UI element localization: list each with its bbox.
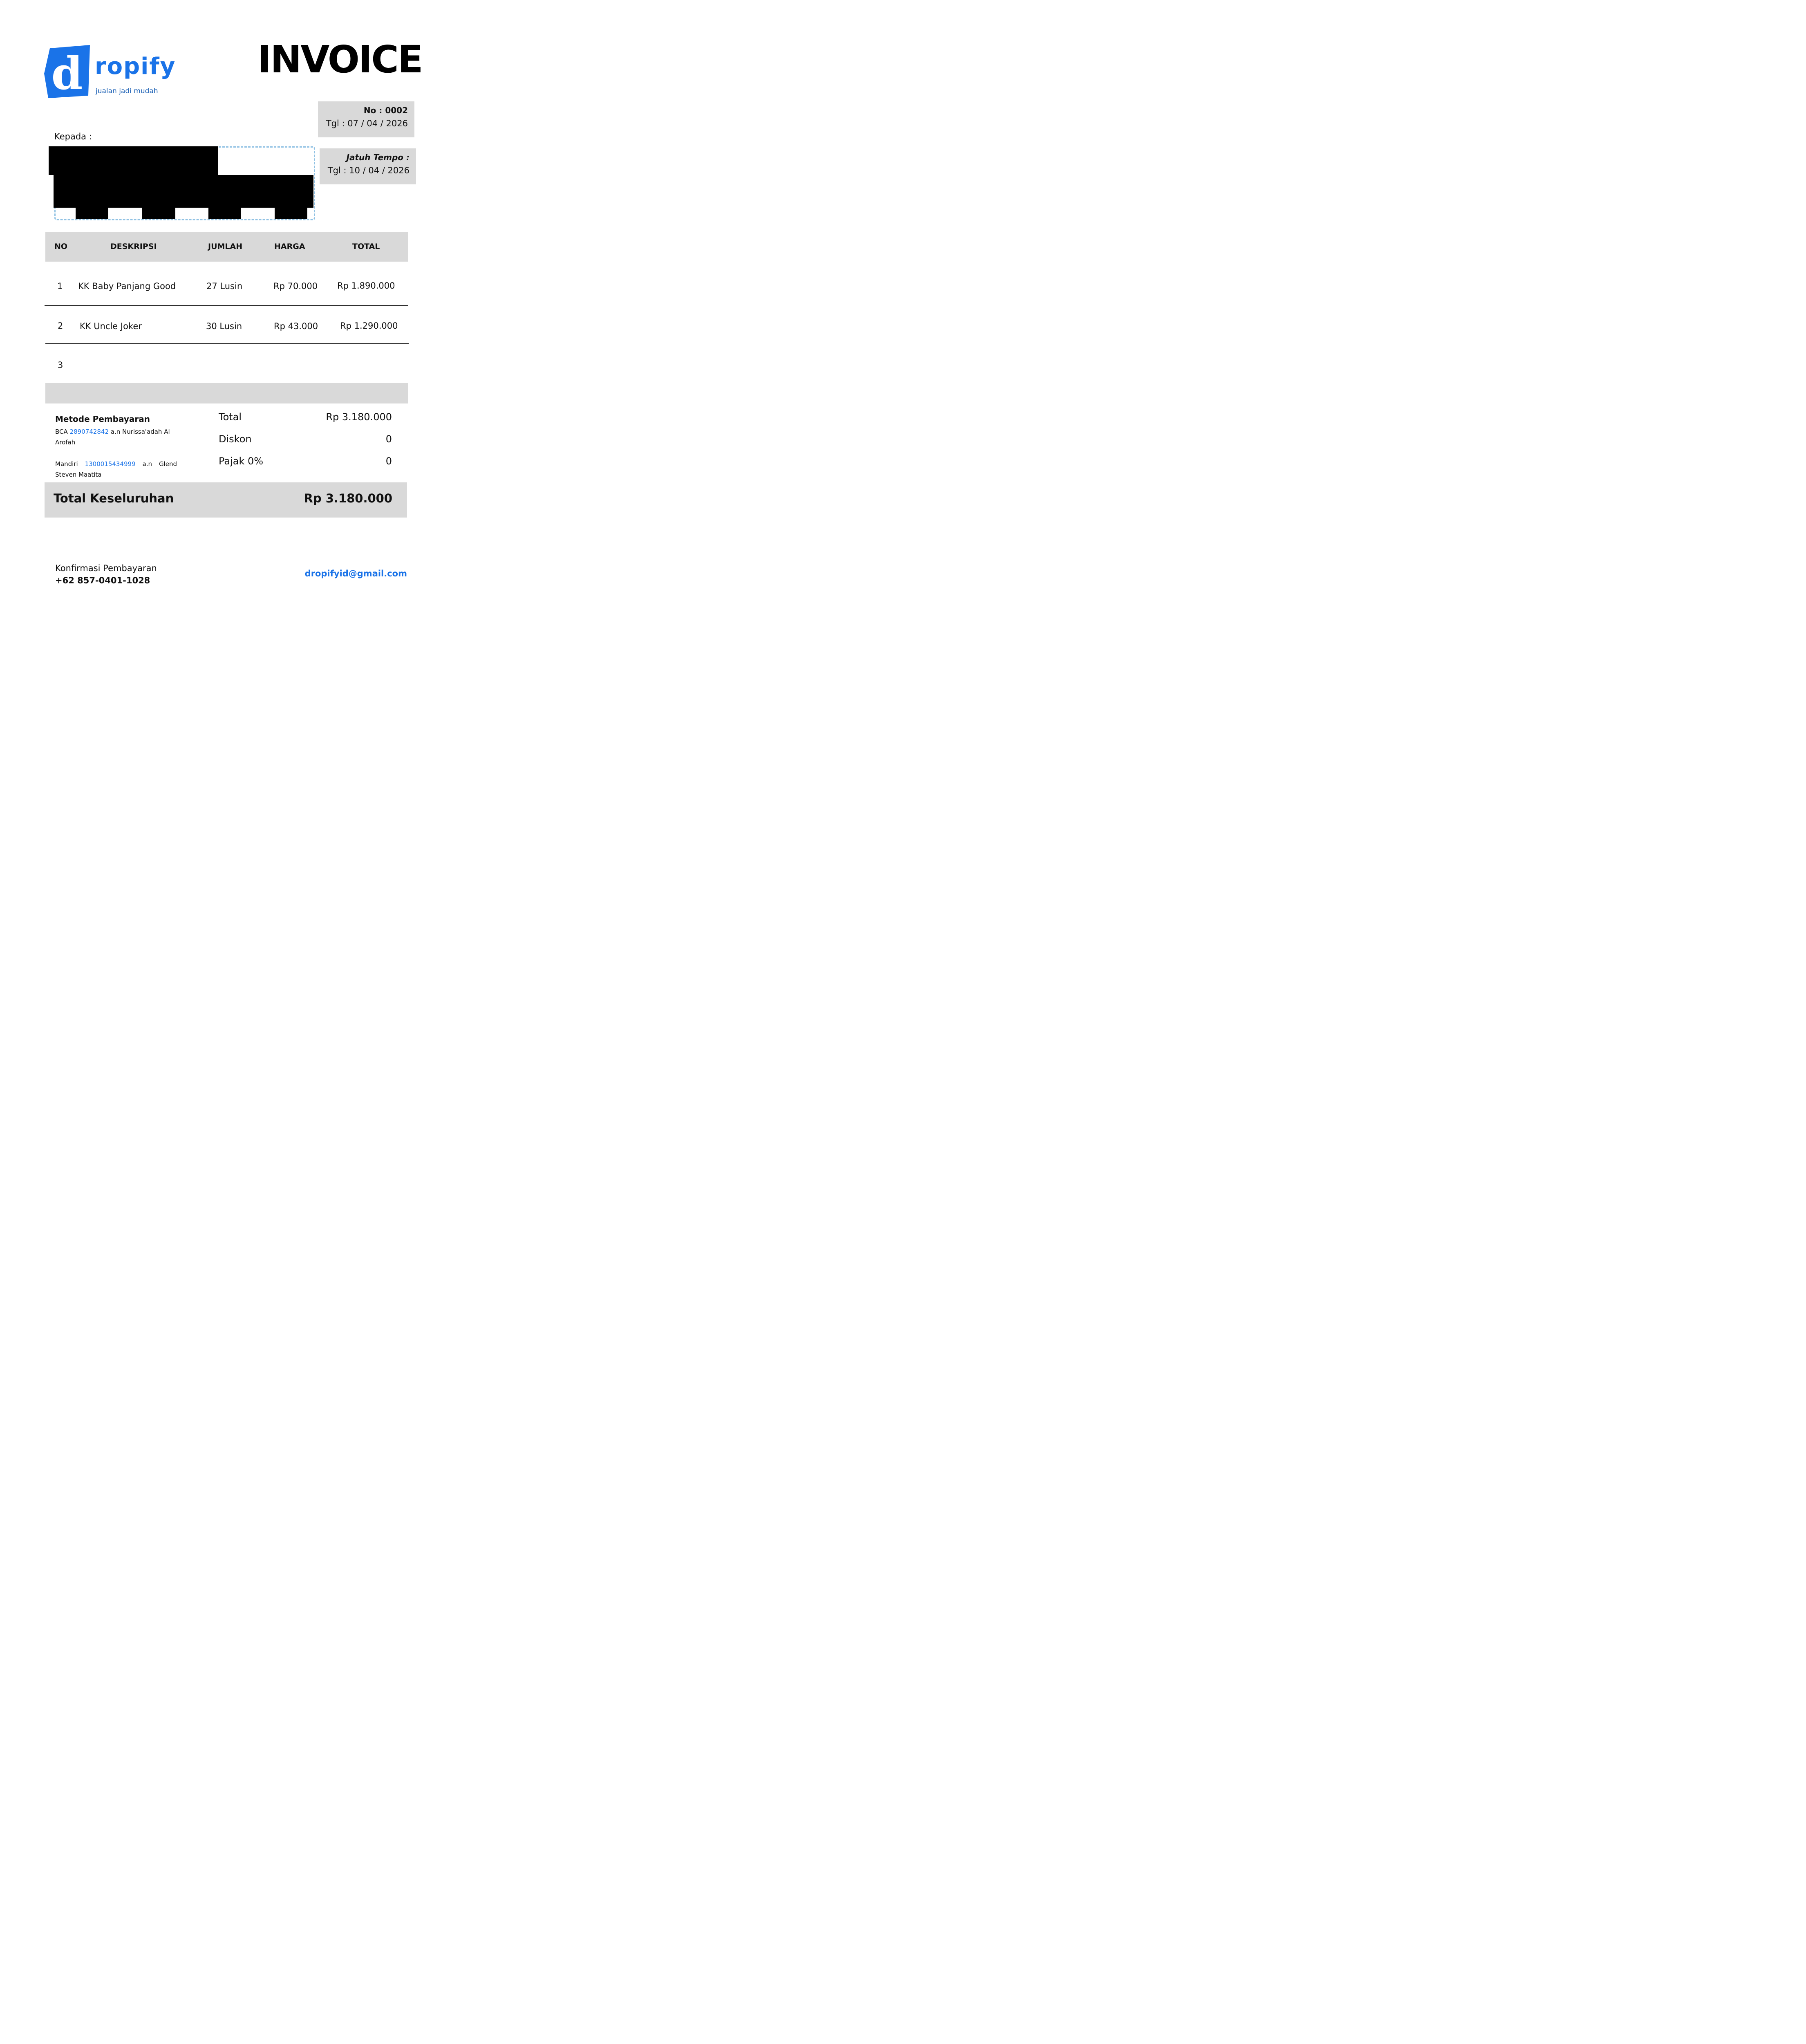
due-date: Tgl : 10 / 04 / 2026 <box>327 166 410 175</box>
row-1-no: 1 <box>57 281 63 291</box>
items-table-footer <box>45 383 408 403</box>
col-header-total: TOTAL <box>352 242 380 251</box>
document-title: INVOICE <box>257 38 422 81</box>
redaction-bar <box>275 206 307 219</box>
redaction-bar <box>208 206 241 219</box>
dropify-logo-icon <box>44 45 90 98</box>
items-table-header <box>45 232 408 262</box>
row-divider <box>45 343 409 344</box>
row-2-no: 2 <box>58 321 63 331</box>
grand-total-label: Total Keseluruhan <box>54 491 174 505</box>
subtotal-label: Total <box>219 411 242 423</box>
bank-name: BCA <box>55 428 68 435</box>
row-2-total: Rp 1.290.000 <box>340 321 398 331</box>
mandiri-an: a.n <box>142 460 152 468</box>
row-1-description: KK Baby Panjang Good <box>78 281 176 291</box>
mandiri-account-holder-cont: Steven Maatita <box>55 471 102 478</box>
tax-label: Pajak 0% <box>219 455 264 467</box>
col-header-price: HARGA <box>274 242 305 251</box>
row-2-price: Rp 43.000 <box>274 321 318 331</box>
row-1-total: Rp 1.890.000 <box>337 281 395 291</box>
tax-value: 0 <box>385 455 392 467</box>
mandiri-account-holder: Glend <box>159 460 177 468</box>
redaction-bar <box>76 206 108 219</box>
payment-bca <box>55 426 177 437</box>
row-2-quantity: 30 Lusin <box>206 321 242 331</box>
row-3-no: 3 <box>58 360 63 370</box>
contact-phone: +62 857-0401-1028 <box>55 576 150 585</box>
brand-tagline: jualan jadi mudah <box>96 87 158 95</box>
invoice-number: No : 0002 <box>363 105 408 115</box>
redaction-bar <box>49 146 218 175</box>
payment-method-title: Metode Pembayaran <box>55 414 150 424</box>
invoice-number-box <box>318 101 414 137</box>
col-header-description: DESKRIPSI <box>110 242 157 251</box>
bank-name: Mandiri <box>55 460 78 468</box>
grand-total-value: Rp 3.180.000 <box>304 491 392 505</box>
redaction-bar <box>142 206 175 219</box>
bca-account-holder-cont: Arofah <box>55 439 76 446</box>
row-1-quantity: 27 Lusin <box>206 281 243 291</box>
bca-account-number: 2890742842 <box>69 428 109 435</box>
invoice-date: Tgl : 07 / 04 / 2026 <box>326 119 408 128</box>
discount-value: 0 <box>385 433 392 445</box>
row-2-description: KK Uncle Joker <box>80 321 142 331</box>
redaction-bar <box>54 175 313 208</box>
discount-label: Diskon <box>219 433 252 445</box>
payment-confirmation-label: Konfirmasi Pembayaran <box>55 563 157 573</box>
contact-email[interactable]: dropifyid@gmail.com <box>304 569 407 578</box>
subtotal-value: Rp 3.180.000 <box>326 411 392 423</box>
payment-mandiri <box>55 459 177 470</box>
logo-letter: d <box>51 47 83 98</box>
due-date-label: Jatuh Tempo : <box>346 152 410 162</box>
mandiri-account-number: 1300015434999 <box>85 460 136 468</box>
recipient-label: Kepada : <box>54 132 92 141</box>
due-date-box <box>320 148 416 184</box>
grand-total-bar <box>45 482 407 518</box>
row-divider <box>45 305 408 306</box>
col-header-no: NO <box>54 242 68 251</box>
col-header-quantity: JUMLAH <box>208 242 243 251</box>
bca-account-holder: a.n Nurissa'adah Al <box>110 428 170 435</box>
brand-name: ropify <box>95 53 176 80</box>
row-1-price: Rp 70.000 <box>273 281 318 291</box>
